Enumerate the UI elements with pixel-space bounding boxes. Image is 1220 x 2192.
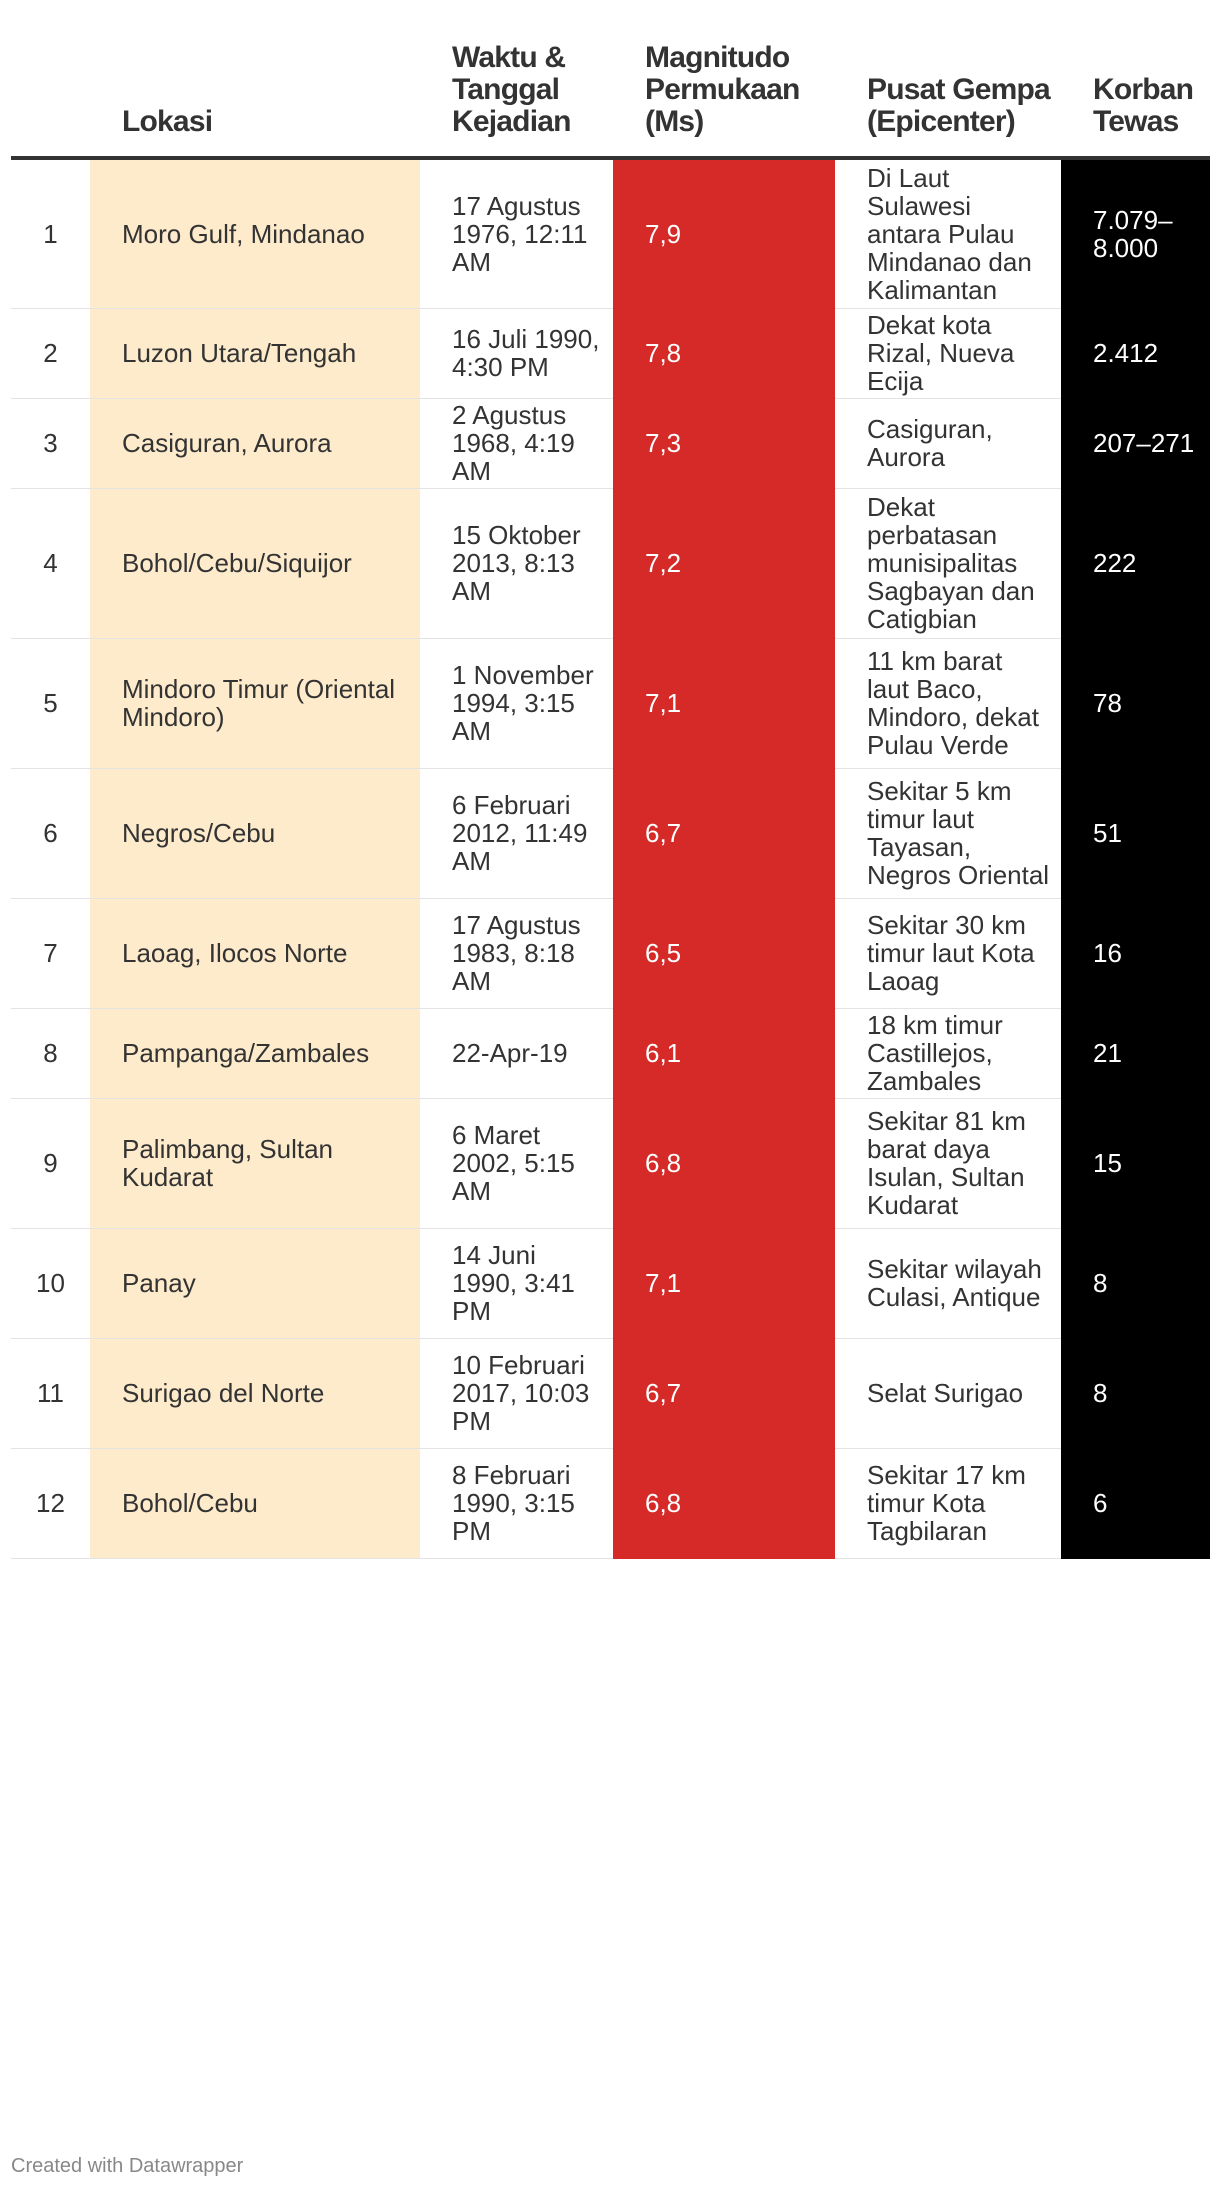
cell-location: Bohol/Cebu [90, 1448, 420, 1558]
table-row [11, 1008, 1210, 1098]
earthquake-table [11, 0, 1210, 1559]
cell-magnitude: 6,8 [613, 1098, 835, 1228]
cell-deaths: 207–271 [1061, 398, 1210, 488]
datawrapper-credit[interactable]: Created with Datawrapper [11, 2155, 244, 2177]
table-row [11, 398, 1210, 488]
header-epicenter: Pusat Gempa (Epicenter) [835, 0, 1061, 158]
cell-deaths: 222 [1061, 488, 1210, 638]
header-time: Waktu & Tanggal Kejadian [420, 0, 613, 158]
cell-deaths: 15 [1061, 1098, 1210, 1228]
cell-magnitude: 6,8 [613, 1448, 835, 1558]
cell-time: 17 Agustus 1976, 12:11 AM [420, 158, 613, 308]
cell-location: Palimbang, Sultan Kudarat [90, 1098, 420, 1228]
cell-time: 10 Februari 2017, 10:03 PM [420, 1338, 613, 1448]
cell-magnitude: 6,5 [613, 898, 835, 1008]
table-row [11, 1228, 1210, 1338]
cell-deaths: 8 [1061, 1228, 1210, 1338]
cell-location: Laoag, Ilocos Norte [90, 898, 420, 1008]
cell-number: 1 [11, 158, 90, 308]
header-magnitude: Magnitudo Permukaan (Ms) [613, 0, 835, 158]
cell-deaths: 6 [1061, 1448, 1210, 1558]
cell-location: Mindoro Timur (Oriental Mindoro) [90, 638, 420, 768]
header-deaths: Korban Tewas [1061, 0, 1210, 158]
cell-time: 2 Agustus 1968, 4:19 AM [420, 398, 613, 488]
table-row [11, 898, 1210, 1008]
cell-deaths: 2.412 [1061, 308, 1210, 398]
cell-magnitude: 7,1 [613, 1228, 835, 1338]
cell-number: 9 [11, 1098, 90, 1228]
cell-epicenter: Casiguran, Aurora [835, 398, 1061, 488]
cell-number: 2 [11, 308, 90, 398]
cell-time: 22-Apr-19 [420, 1008, 613, 1098]
table-row [11, 1338, 1210, 1448]
cell-location: Panay [90, 1228, 420, 1338]
cell-time: 1 November 1994, 3:15 AM [420, 638, 613, 768]
cell-time: 15 Oktober 2013, 8:13 AM [420, 488, 613, 638]
cell-epicenter: Sekitar 81 km barat daya Isulan, Sultan Kudarat [835, 1098, 1061, 1228]
cell-number: 5 [11, 638, 90, 768]
header-location: Lokasi [90, 0, 420, 158]
cell-epicenter: 11 km barat laut Baco, Mindoro, dekat Pulau Verde [835, 638, 1061, 768]
cell-deaths: 7.079–8.000 [1061, 158, 1210, 308]
table-row [11, 1098, 1210, 1228]
cell-location: Casiguran, Aurora [90, 398, 420, 488]
cell-magnitude: 7,8 [613, 308, 835, 398]
cell-magnitude: 7,9 [613, 158, 835, 308]
cell-epicenter: Dekat perbatasan munisipalitas Sagbayan dan Catigbian [835, 488, 1061, 638]
cell-epicenter: Sekitar 30 km timur laut Kota Laoag [835, 898, 1061, 1008]
cell-epicenter: 18 km timur Castillejos, Zambales [835, 1008, 1061, 1098]
table-body [11, 158, 1210, 1558]
cell-time: 6 Maret 2002, 5:15 AM [420, 1098, 613, 1228]
cell-location: Bohol/Cebu/Siquijor [90, 488, 420, 638]
table-row [11, 768, 1210, 898]
cell-number: 10 [11, 1228, 90, 1338]
cell-deaths: 21 [1061, 1008, 1210, 1098]
cell-location: Negros/Cebu [90, 768, 420, 898]
cell-magnitude: 7,3 [613, 398, 835, 488]
cell-magnitude: 7,1 [613, 638, 835, 768]
cell-deaths: 8 [1061, 1338, 1210, 1448]
table-row [11, 488, 1210, 638]
header-number [11, 0, 90, 158]
table-row [11, 638, 1210, 768]
table-row [11, 308, 1210, 398]
table-row [11, 158, 1210, 308]
cell-epicenter: Di Laut Sulawesi antara Pulau Mindanao dan Kalimantan [835, 158, 1061, 308]
cell-location: Surigao del Norte [90, 1338, 420, 1448]
table-row [11, 1448, 1210, 1558]
cell-number: 6 [11, 768, 90, 898]
cell-location: Luzon Utara/Tengah [90, 308, 420, 398]
table-header [11, 0, 1210, 158]
cell-epicenter: Dekat kota Rizal, Nueva Ecija [835, 308, 1061, 398]
cell-magnitude: 6,7 [613, 1338, 835, 1448]
cell-number: 8 [11, 1008, 90, 1098]
cell-number: 4 [11, 488, 90, 638]
cell-epicenter: Selat Surigao [835, 1338, 1061, 1448]
cell-number: 12 [11, 1448, 90, 1558]
cell-number: 7 [11, 898, 90, 1008]
cell-location: Moro Gulf, Mindanao [90, 158, 420, 308]
cell-number: 3 [11, 398, 90, 488]
cell-deaths: 78 [1061, 638, 1210, 768]
cell-epicenter: Sekitar wilayah Culasi, Antique [835, 1228, 1061, 1338]
cell-time: 17 Agustus 1983, 8:18 AM [420, 898, 613, 1008]
cell-location: Pampanga/Zambales [90, 1008, 420, 1098]
cell-magnitude: 6,1 [613, 1008, 835, 1098]
cell-time: 6 Februari 2012, 11:49 AM [420, 768, 613, 898]
cell-number: 11 [11, 1338, 90, 1448]
cell-epicenter: Sekitar 17 km timur Kota Tagbilaran [835, 1448, 1061, 1558]
cell-time: 14 Juni 1990, 3:41 PM [420, 1228, 613, 1338]
cell-magnitude: 7,2 [613, 488, 835, 638]
cell-time: 8 Februari 1990, 3:15 PM [420, 1448, 613, 1558]
cell-deaths: 51 [1061, 768, 1210, 898]
cell-time: 16 Juli 1990, 4:30 PM [420, 308, 613, 398]
cell-magnitude: 6,7 [613, 768, 835, 898]
cell-deaths: 16 [1061, 898, 1210, 1008]
cell-epicenter: Sekitar 5 km timur laut Tayasan, Negros Oriental [835, 768, 1061, 898]
